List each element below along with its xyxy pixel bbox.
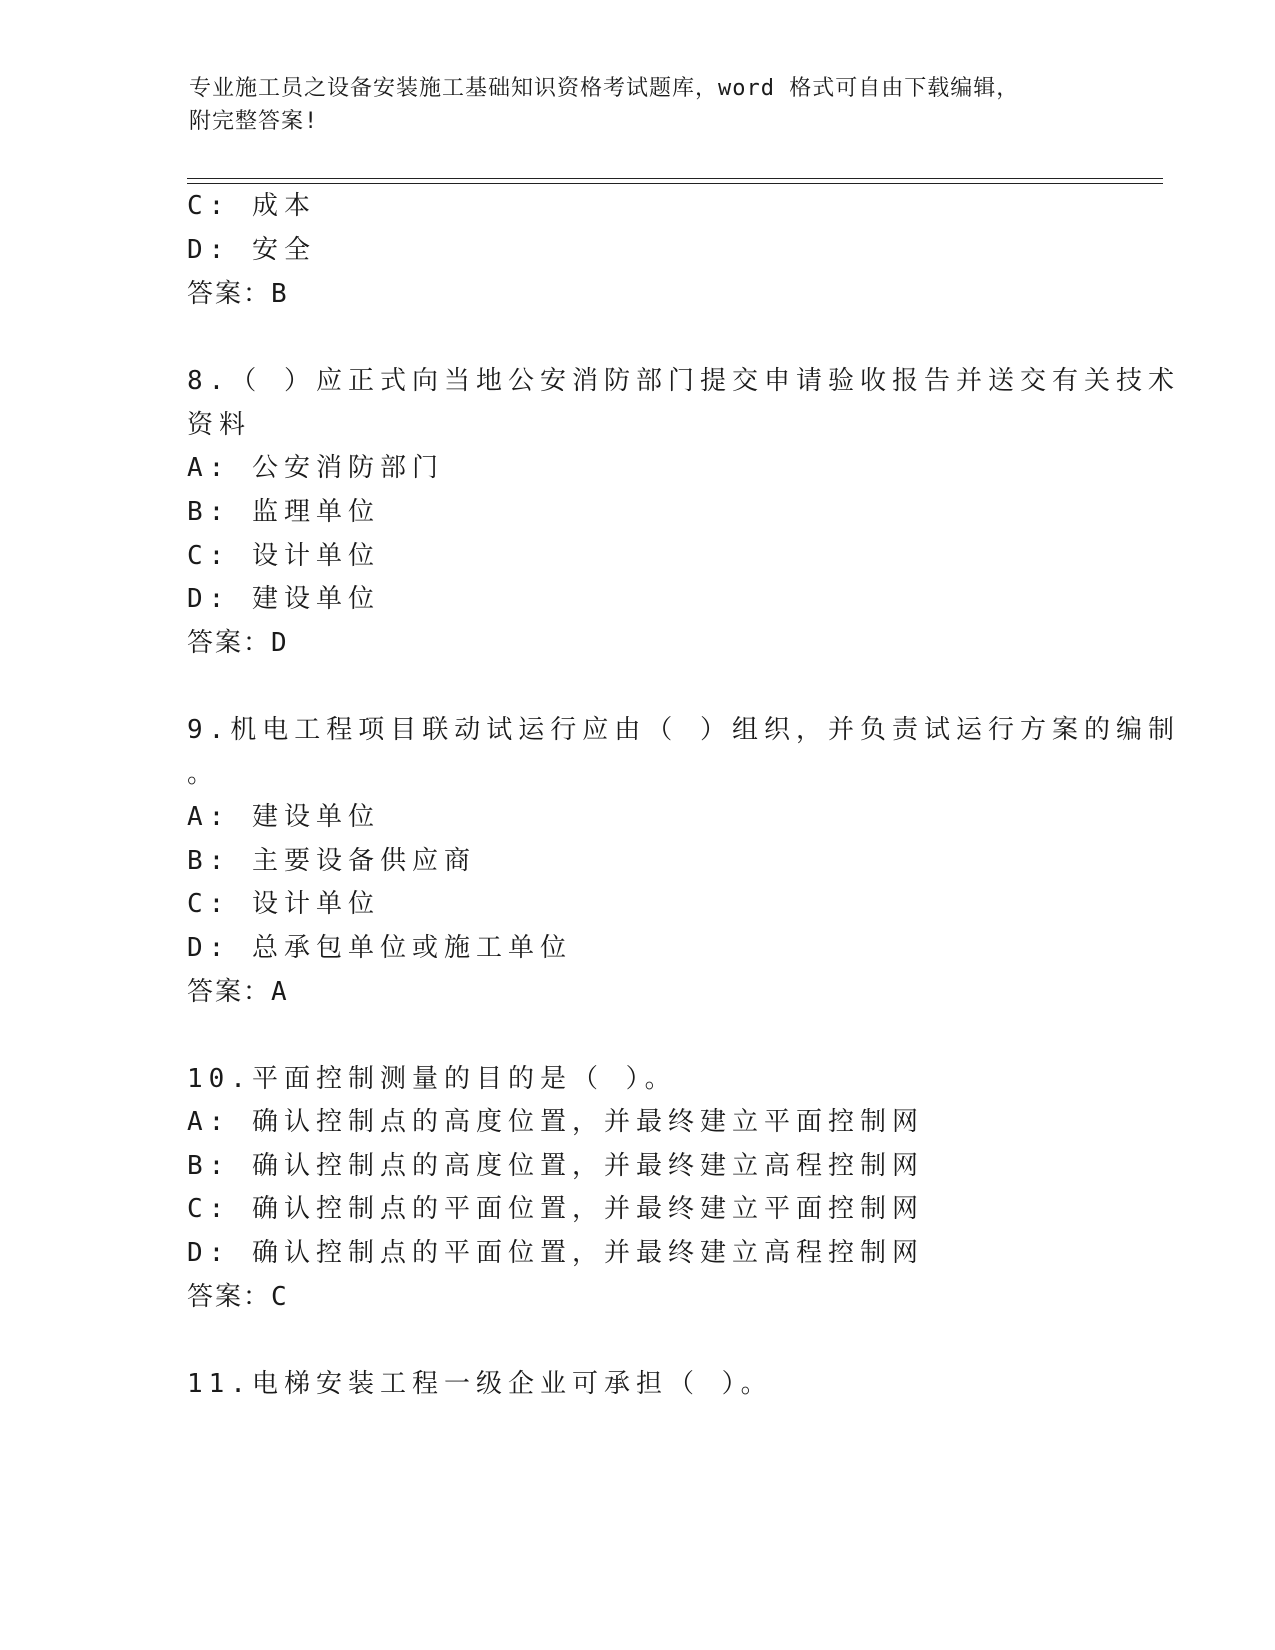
question-8-option-a: A: 公安消防部门	[187, 453, 444, 483]
question-9-stem-line-1: 9.机电工程项目联动试运行应由（ ）组织，并负责试运行方案的编制	[187, 715, 1180, 745]
option-c: C: 成本	[187, 191, 316, 221]
question-10-option-c: C: 确认控制点的平面位置，并最终建立平面控制网	[187, 1194, 924, 1224]
question-10-option-b: B: 确认控制点的高度位置，并最终建立高程控制网	[187, 1151, 924, 1181]
header-divider-top	[187, 178, 1163, 179]
question-9-option-a: A: 建设单位	[187, 802, 380, 832]
question-10-answer: 答案：C	[187, 1282, 289, 1312]
answer-text: 答案：B	[187, 279, 289, 309]
question-10-stem: 10.平面控制测量的目的是（ ）。	[187, 1064, 677, 1094]
question-10-option-d: D: 确认控制点的平面位置，并最终建立高程控制网	[187, 1238, 924, 1268]
header-divider-bottom	[187, 183, 1163, 184]
question-9-answer: 答案：A	[187, 977, 289, 1007]
header-line-2: 附完整答案!	[189, 109, 319, 134]
question-8-option-b: B: 监理单位	[187, 497, 380, 527]
question-8-stem-line-1: 8.（ ）应正式向当地公安消防部门提交申请验收报告并送交有关技术	[187, 366, 1180, 396]
question-8-stem-line-2: 资料	[187, 410, 252, 440]
question-9-stem-line-2: 。	[187, 759, 220, 789]
question-8-option-d: D: 建设单位	[187, 584, 380, 614]
question-9-option-c: C: 设计单位	[187, 889, 380, 919]
question-8-option-c: C: 设计单位	[187, 541, 380, 571]
header-line-1: 专业施工员之设备安装施工基础知识资格考试题库，word 格式可自由下载编辑，	[189, 76, 1020, 101]
question-9-option-b: B: 主要设备供应商	[187, 846, 476, 876]
question-9-option-d: D: 总承包单位或施工单位	[187, 933, 572, 963]
question-10-option-a: A: 确认控制点的高度位置，并最终建立平面控制网	[187, 1107, 924, 1137]
document-header	[189, 72, 1089, 138]
option-d: D: 安全	[187, 235, 316, 265]
question-8-answer: 答案：D	[187, 628, 289, 658]
question-11-stem: 11.电梯安装工程一级企业可承担（ ）。	[187, 1369, 773, 1399]
